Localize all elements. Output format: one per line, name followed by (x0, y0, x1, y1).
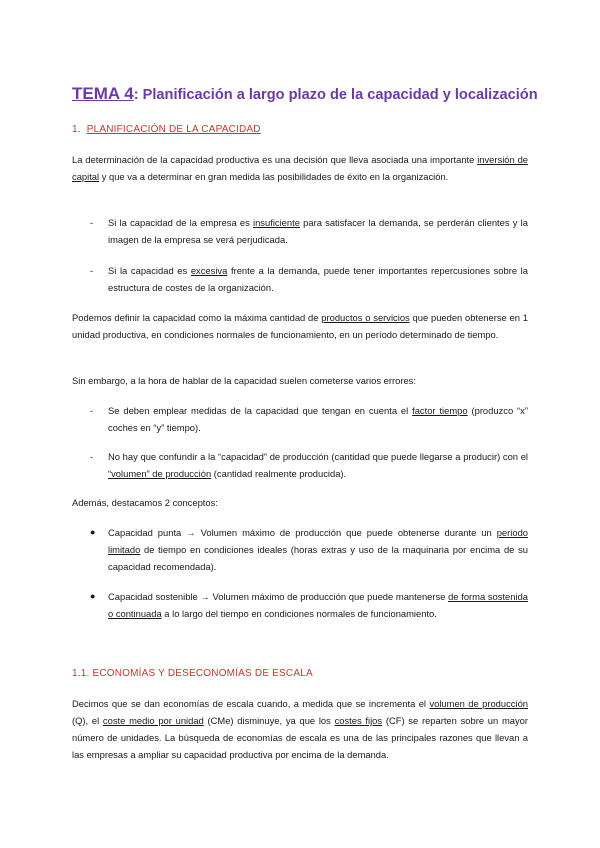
section-number: 1. (72, 124, 81, 135)
text-span: (cantidad realmente producida). (211, 468, 347, 479)
text-span: Si la capacidad es (108, 265, 191, 276)
bullet-text (108, 402, 528, 436)
paragraph-3: Sin embargo, a la hora de hablar de la capacidad suelen cometerse varios errores: (72, 375, 416, 386)
section-label: PLANIFICACIÓN DE LA CAPACIDAD (86, 124, 261, 135)
text-span: Capacidad sostenible → Volumen máximo de producción que puede mantenerse (108, 591, 449, 602)
bullet-item (90, 524, 528, 575)
title-rest: : Planificación a largo plazo de la capacidad y localización (133, 87, 538, 103)
underlined-term: factor tiempo (412, 405, 468, 416)
underlined-term: coste medio por unidad (102, 715, 204, 726)
bullet-item (90, 262, 528, 296)
underlined-term: “volumen” de producción (108, 468, 212, 479)
text-span: No hay que confundir a la “capacidad” de producción (cantidad que puede llegarse a producir) con el (108, 451, 528, 462)
text-span: Si la capacidad de la empresa es (108, 217, 254, 228)
bullet-text (108, 588, 528, 622)
text-span: a lo largo del tiempo en condiciones normales de funcionamiento. (161, 608, 437, 619)
bullet-item (90, 448, 528, 482)
bullet-item (90, 588, 528, 622)
underlined-term: volumen de producción (429, 698, 529, 709)
text-span: Se deben emplear medidas de la capacidad que tengan en cuenta el (108, 405, 413, 416)
text-span: (produzco “x” coches en “y” tiempo). (108, 405, 528, 433)
text-span: Decimos que se dan economías de escala cuando, a medida que se incrementa el (72, 698, 430, 709)
text-span: Podemos definir la capacidad como la máxima cantidad de (72, 312, 322, 323)
underlined-term: costes fijos (334, 715, 383, 726)
text-span: Capacidad punta → Volumen máximo de producción que puede obtenerse durante un (108, 527, 497, 538)
bullet-item (90, 402, 528, 436)
text-span: (Q), el (72, 715, 103, 726)
bullet-text (108, 524, 528, 575)
bullet-dot: ● (90, 591, 96, 601)
underlined-term: productos o servicios (321, 312, 410, 323)
section-heading-1-1: 1.1. ECONOMÍAS Y DESECONOMÍAS DE ESCALA (72, 668, 313, 679)
underlined-term: inversión de capital (72, 154, 528, 182)
page-title (72, 84, 542, 104)
underlined-term: de forma sostenida o continuada (108, 591, 528, 619)
text-span: frente a la demanda, puede tener importantes repercusiones sobre la estructura de costes de la organización. (108, 265, 528, 293)
text-span: y que va a determinar en gran medida las posibilidades de éxito en la organización. (99, 171, 449, 182)
paragraph-2 (72, 309, 528, 343)
underlined-term: excesiva (190, 265, 228, 276)
dash-marker: - (90, 451, 94, 462)
paragraph-4: Además, destacamos 2 conceptos: (72, 497, 218, 508)
text-span: La determinación de la capacidad productiva es una decisión que lleva asociada una importante (72, 154, 478, 165)
bullet-text (108, 214, 528, 248)
bullet-text (108, 262, 528, 296)
text-span: (CMe) disminuye, ya que los (203, 715, 335, 726)
dash-marker: - (90, 405, 94, 416)
text-span: (CF) se reparten sobre un mayor número de unidades. La búsqueda de economías de escala es una de las principales razones que llevan a las empresas a ampliar su capacidad productiva por encima de la demanda. (72, 715, 528, 760)
title-tema: TEMA 4 (72, 84, 134, 103)
underlined-term: insuficiente (253, 217, 300, 228)
text-span: que pueden obtenerse en 1 unidad productiva, en condiciones normales de funcionamiento, en un período determinado de tiempo. (72, 312, 528, 340)
text-span: para satisfacer la demanda, se perderán clientes y la imagen de la empresa se verá perjudicada. (108, 217, 528, 245)
dash-marker: - (90, 265, 94, 276)
text-span: de tiempo en condiciones ideales (horas extras y uso de la maquinaria por encima de su capacidad recomendada). (108, 544, 528, 572)
paragraph-5 (72, 695, 528, 763)
bullet-item (90, 214, 528, 248)
bullet-text (108, 448, 528, 482)
paragraph-1 (72, 151, 528, 185)
dash-marker: - (90, 217, 94, 228)
section-heading-1 (72, 124, 261, 135)
bullet-dot: ● (90, 527, 96, 537)
underlined-term: periodo limitado (108, 527, 528, 555)
